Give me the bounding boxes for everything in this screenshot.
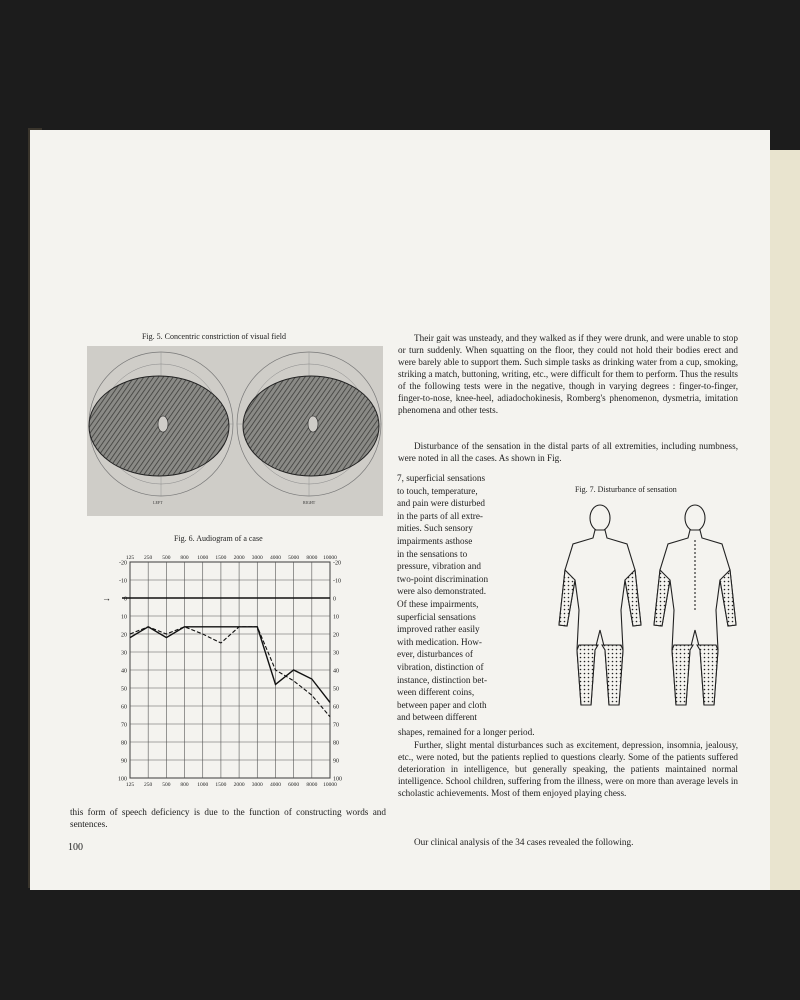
narrow-line: instance, distinction bet- — [397, 674, 488, 685]
narrow-line: superficial sensations — [397, 611, 476, 622]
narrow-line: with medication. How- — [397, 636, 482, 647]
series-line-dashed — [130, 627, 330, 717]
reference-arrow: → — [102, 593, 111, 603]
left-eye-label: LEFT — [153, 500, 163, 505]
x-tick-label-top: 500 — [162, 555, 171, 561]
y-tick-label-right: 100 — [333, 776, 342, 783]
paragraph-sensation-end: shapes, remained for a longer period. — [398, 727, 535, 737]
x-tick-label-bottom: 10000 — [323, 782, 337, 788]
paragraph-sensation-narrow — [397, 472, 535, 724]
left-eye-field — [89, 352, 233, 496]
y-tick-label-right: 0 — [333, 596, 336, 603]
narrow-line: ween different coins, — [397, 687, 475, 698]
paragraph-sensation: Disturbance of the sensation in the distal parts of all extremities, including numbness, were noted in all the cases. As shown in Fig. — [398, 441, 738, 463]
x-tick-label-bottom: 4000 — [269, 782, 281, 788]
right-eye-field — [237, 352, 381, 496]
sensation-figure — [555, 500, 745, 725]
paragraph-mental: Further, slight mental disturbances such as excitement, depression, insomnia, jealousy, etc., were noted, but the patients replied to questions clearly. Some of the patients suffered deterioration in intelligence, but generally speaking, the patients maintained normal intelligence. School children, suffering from the illness, were on more than average levels in scholastic achievements. Most of them enjoyed playing chess. — [398, 740, 738, 798]
y-tick-label-left: 0 — [124, 596, 127, 603]
y-tick-label-right: -20 — [333, 560, 341, 567]
y-tick-label-left: 40 — [121, 668, 127, 675]
narrow-line: two-point discrimination — [397, 573, 489, 584]
y-tick-label-left: 90 — [121, 758, 127, 765]
fig5-caption: Fig. 5. Concentric constriction of visual field — [142, 332, 286, 341]
x-tick-label-top: 10000 — [323, 555, 337, 561]
y-tick-label-left: 10 — [121, 614, 127, 621]
audiogram-chart — [100, 546, 360, 796]
y-tick-label-right: 40 — [333, 668, 339, 675]
x-tick-label-bottom: 250 — [144, 782, 153, 788]
fig6-caption: Fig. 6. Audiogram of a case — [174, 534, 263, 543]
x-tick-label-bottom: 2000 — [233, 782, 245, 788]
x-tick-label-bottom: 6000 — [288, 782, 300, 788]
y-tick-label-left: 100 — [118, 776, 127, 783]
y-tick-label-right: 70 — [333, 722, 339, 729]
y-tick-label-right: 90 — [333, 758, 339, 765]
y-tick-label-right: 60 — [333, 704, 339, 711]
narrow-line: 7, superficial sensations — [397, 473, 486, 483]
x-tick-label-top: 800 — [180, 555, 189, 561]
narrow-line: between paper and cloth — [397, 699, 487, 710]
x-tick-label-top: 8000 — [306, 555, 318, 561]
narrow-line: were also demonstrated. — [397, 586, 487, 597]
narrow-line: and pain were disturbed — [397, 498, 486, 509]
narrow-line: in the parts of all extre- — [397, 510, 483, 521]
x-tick-label-top: 1000 — [197, 555, 209, 561]
x-tick-label-top: 4000 — [269, 555, 281, 561]
narrow-line: and between different — [397, 712, 477, 723]
y-tick-label-left: 60 — [121, 704, 127, 711]
y-tick-label-right: 80 — [333, 740, 339, 747]
y-tick-label-right: 50 — [333, 686, 339, 693]
back-body — [654, 505, 736, 705]
narrow-line: pressure, vibration and — [397, 561, 481, 572]
x-tick-label-top: 2000 — [233, 555, 245, 561]
y-tick-label-left: 30 — [121, 650, 127, 657]
x-tick-label-bottom: 800 — [180, 782, 189, 788]
narrow-line: impairments asthose — [397, 535, 473, 546]
y-tick-label-left: 20 — [121, 632, 127, 639]
y-tick-label-left: -20 — [119, 560, 127, 567]
y-tick-label-right: 20 — [333, 632, 339, 639]
narrow-line: to touch, temperature, — [397, 485, 478, 496]
y-tick-label-right: 10 — [333, 614, 339, 621]
narrow-line: in the sensations to — [397, 548, 468, 559]
x-tick-label-top: 3000 — [251, 555, 263, 561]
x-tick-label-bottom: 3000 — [251, 782, 263, 788]
page-number: 100 — [68, 842, 83, 853]
x-tick-label-bottom: 8000 — [306, 782, 318, 788]
fig7-caption: Fig. 7. Disturbance of sensation — [575, 485, 677, 494]
y-tick-label-left: 50 — [121, 686, 127, 693]
y-tick-label-left: -10 — [119, 578, 127, 585]
left-bottom-paragraph: this form of speech deficiency is due to the function of constructing words and sentences. — [70, 807, 386, 829]
narrow-line: vibration, distinction of — [397, 661, 484, 672]
y-tick-label-left: 70 — [121, 722, 127, 729]
x-tick-label-bottom: 1000 — [197, 782, 209, 788]
y-tick-label-right: 30 — [333, 650, 339, 657]
x-tick-label-top: 125 — [125, 555, 135, 561]
x-tick-label-bottom: 500 — [162, 782, 171, 788]
narrow-line: Of these impairments, — [397, 598, 479, 609]
paragraph-gait: Their gait was unsteady, and they walked as if they were drunk, and were unable to stop or turn suddenly. When squatting on the floor, they could not hold their bodies erect and were barely able to support them. Such simple tasks as drinking water from a cup, smoking, striking a match, buttoning, writing, etc., were difficult for them to perform. Thus the results of the following tests were in the negative, though in varying degrees : finger-to-finger, finger-to-nose, knee-heel, adiadochokinesis, Romberg's phenomenon, dysmetria, imitation phenomena and other tests. — [398, 333, 738, 415]
x-tick-label-top: 250 — [144, 555, 153, 561]
x-tick-label-bottom: 1500 — [215, 782, 227, 788]
visual-field-figure — [87, 346, 383, 516]
narrow-line: mities. Such sensory — [397, 523, 473, 534]
front-body — [559, 505, 641, 705]
x-tick-label-top: 5000 — [288, 555, 300, 561]
x-tick-label-top: 1500 — [215, 555, 227, 561]
y-tick-label-left: 80 — [121, 740, 127, 747]
series-line-solid — [130, 627, 330, 703]
right-eye-label: RIGHT — [303, 500, 316, 505]
paragraph-analysis: Our clinical analysis of the 34 cases revealed the following. — [414, 837, 634, 847]
narrow-line: improved rather easily — [397, 624, 480, 635]
y-tick-label-right: -10 — [333, 578, 341, 585]
x-tick-label-bottom: 125 — [125, 782, 135, 788]
narrow-line: ever, disturbances of — [397, 649, 473, 660]
